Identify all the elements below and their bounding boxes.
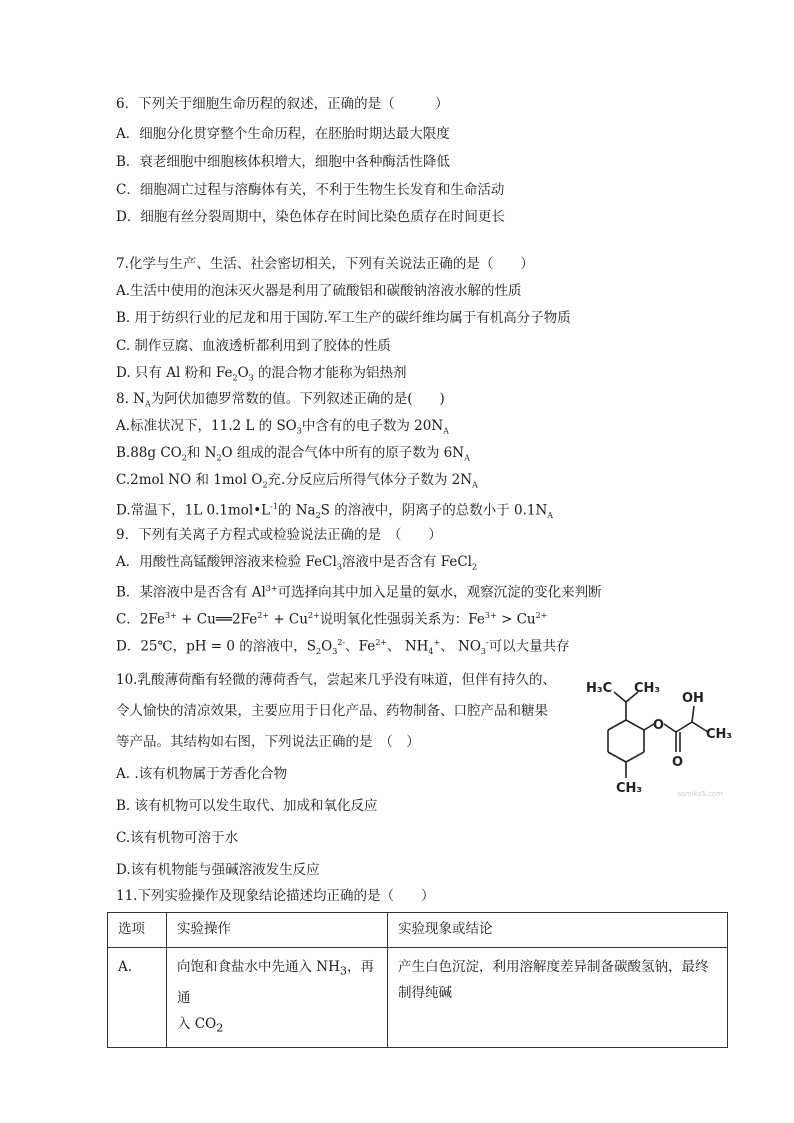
isopropyl-bond <box>614 692 626 702</box>
h3c-label: H₃C <box>586 681 613 696</box>
watermark: asmiks5.com <box>677 790 724 798</box>
q9-option-b: B．某溶液中是否含有 $Al^{3+}$可选择向其中加入足量的氨水，观察沉淀的变化来判断 <box>116 584 602 601</box>
q10-option-b: B. 该有机物可以发生取代、加成和氧化反应 <box>116 798 378 814</box>
o-ring-label: O <box>653 718 665 733</box>
q10-option-d: D.该有机物能与强碱溶液发生反应 <box>116 862 320 878</box>
ch3-bottom-label: CH₃ <box>616 781 643 796</box>
q10-stem-line3: 等产品。其结构如右图，下列说法正确的是 （ ） <box>116 734 420 750</box>
q10-stem-line2: 令人愉快的清凉效果，主要应用于日化产品、药物制备、口腔产品和糖果 <box>116 703 548 719</box>
q11-table <box>107 912 728 1048</box>
q7-option-c: C. 制作豆腐、血液透析都利用到了胶体的性质 <box>116 338 391 354</box>
ring-bond <box>626 720 644 730</box>
ring-bond <box>626 752 644 762</box>
alpha-bond <box>676 722 692 732</box>
row-a-result: 产生白色沉淀，利用溶解度差异制备碳酸氢钠，最终 制得纯碱 <box>388 948 728 1048</box>
row-a-operation: 向饱和食盐水中先通入 $NH_3$，再通 入 $CO_2$ <box>167 948 388 1048</box>
q6-stem: 6．下列关于细胞生命历程的叙述，正确的是（ ） <box>116 96 449 112</box>
q7-option-a: A.生活中使用的泡沫灭火器是利用了硫酸铝和碳酸钠溶液水解的性质 <box>116 283 522 299</box>
q7-stem: 7.化学与生产、生活、社会密切相关，下列有关说法正确的是（ ） <box>116 256 534 272</box>
header-result: 实验现象或结论 <box>388 913 728 948</box>
q10-stem-line1: 10.乳酸薄荷酯有轻微的薄荷香气，尝起来几乎没有味道，但伴有持久的、 <box>116 672 556 688</box>
q9-stem: 9．下列有关离子方程式或检验说法正确的是 （ ） <box>116 527 442 543</box>
q6-option-c: C．细胞凋亡过程与溶酶体有关，不利于生物生长发育和生命活动 <box>116 182 505 198</box>
q8-stem: 8. $N_A$为阿伏加德罗常数的值。下列叙述正确的是( ) <box>116 391 445 409</box>
q10-option-a: A. .该有机物属于芳香化合物 <box>116 766 288 782</box>
q8-option-c: C.2mol NO 和 1mol $O_2$充.分反应后所得气体分子数为 $2N_A$ <box>116 472 478 490</box>
ring-bond <box>608 752 626 762</box>
q6-option-d: D．细胞有丝分裂周期中，染色体存在时间比染色质存在时间更长 <box>116 209 505 225</box>
q8-option-b: B.88g $CO_2$和 $N_2O$ 组成的混合气体中所有的原子数为 $6N_A$ <box>116 445 470 463</box>
q6-option-b: B．衰老细胞中细胞核体积增大，细胞中各种酶活性降低 <box>116 154 450 170</box>
q9-option-d: D．25℃，pH = 0 的溶液中，$S_2O_3^{2-}$、$Fe^{2+}$、 $NH_4^+$、 $NO_3^-$可以大量共存 <box>116 638 570 657</box>
row-a-option: A. <box>108 948 167 1048</box>
menthyl-lactate-structure <box>582 672 742 802</box>
q6-option-a: A．细胞分化贯穿整个生命历程，在胚胎时期达最大限度 <box>116 126 450 142</box>
header-option: 选项 <box>108 913 167 948</box>
ring-bond <box>608 720 626 730</box>
ch3-top-label: CH₃ <box>634 681 661 696</box>
table-header-row <box>108 913 728 948</box>
hydroxyl-bond <box>692 706 694 722</box>
o-carbonyl-label: O <box>672 755 684 770</box>
q11-stem: 11.下列实验操作及现象结论描述均正确的是（ ） <box>116 888 435 904</box>
q9-option-a: A．用酸性高锰酸钾溶液来检验 FeCl$_3$溶液中是否含有 FeCl$_2$ <box>116 554 478 572</box>
q9-option-c: C．$2Fe^{3+}$ + $Cu══2Fe^{2+} + Cu^{2+}$说明氧化性强弱关系为：$Fe^{3+} > Cu^{2+}$ <box>116 611 548 628</box>
ester-bond <box>664 724 676 732</box>
table-row <box>108 948 728 1048</box>
q8-option-d: D.常温下，1L $0.1mol•L^{-1}$的 $Na_2S$ 的溶液中，阴离子的总数小于 $0.1N_A$ <box>116 502 554 521</box>
oh-label: OH <box>682 691 704 706</box>
q8-option-a: A.标准状况下，11.2 L 的 $SO_3$中含有的电子数为 $20N_A$ <box>116 418 449 436</box>
ch3-right-label: CH₃ <box>706 727 733 742</box>
q7-option-d: D. 只有 Al 粉和 $Fe_2O_3$ 的混合物才能称为铝热剂 <box>116 365 407 383</box>
q10-option-c: C.该有机物可溶于水 <box>116 830 239 846</box>
q7-option-b: B. 用于纺织行业的尼龙和用于国防.军工生产的碳纤维均属于有机高分子物质 <box>116 310 571 326</box>
header-operation: 实验操作 <box>167 913 388 948</box>
